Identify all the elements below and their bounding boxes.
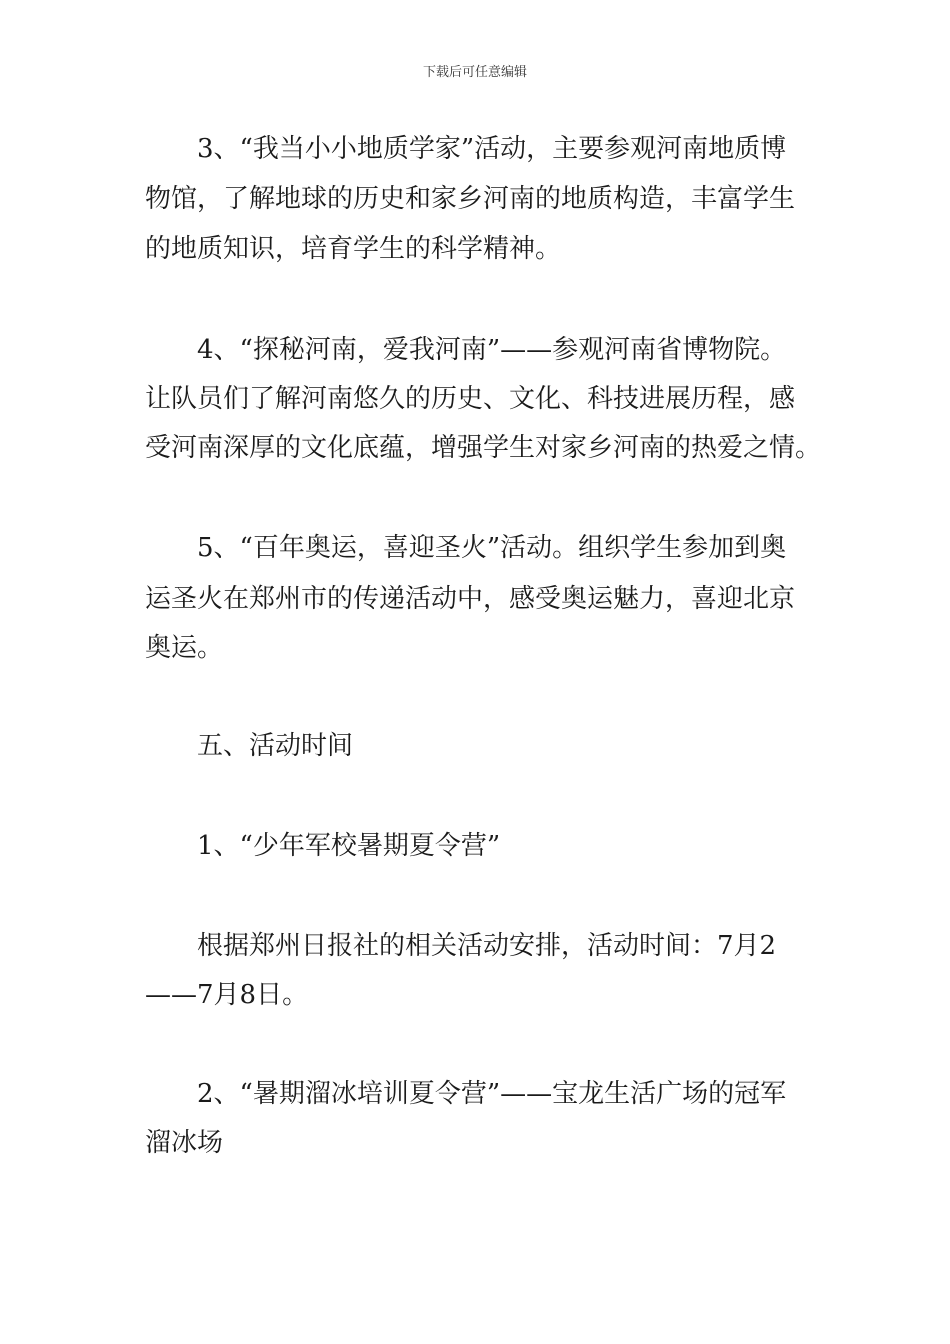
page-header: 下载后可任意编辑 xyxy=(422,65,527,80)
item-2-line-2: 溜冰场 xyxy=(145,1128,224,1158)
paragraph-2-line-2: 让队员们了解河南悠久的历史、文化、科技进展历程，感 xyxy=(145,384,796,414)
item-1-title: 1、“少年军校暑期夏令营” xyxy=(197,831,501,861)
paragraph-1-line-1: 3、“我当小小地质学家”活动，主要参观河南地质博 xyxy=(197,134,787,164)
schedule-line-2: ——7月8日。 xyxy=(145,980,309,1010)
paragraph-1-line-3: 的地质知识，培育学生的科学精神。 xyxy=(145,234,562,264)
paragraph-3-line-2: 运圣火在郑州市的传递活动中，感受奥运魅力，喜迎北京 xyxy=(145,584,796,614)
paragraph-3-line-1: 5、“百年奥运，喜迎圣火”活动。组织学生参加到奥 xyxy=(197,533,787,563)
paragraph-1-line-2: 物馆，了解地球的历史和家乡河南的地质构造，丰富学生 xyxy=(145,184,796,214)
item-2-line-1: 2、“暑期溜冰培训夏令营”——宝龙生活广场的冠军 xyxy=(197,1079,787,1109)
paragraph-2-line-3: 受河南深厚的文化底蕴，增强学生对家乡河南的热爱之情。 xyxy=(145,433,822,463)
schedule-line-1: 根据郑州日报社的相关活动安排，活动时间：7月2 xyxy=(197,931,777,961)
paragraph-3-line-3: 奥运。 xyxy=(145,633,224,663)
paragraph-2-line-1: 4、“探秘河南，爱我河南”——参观河南省博物院。 xyxy=(197,335,787,365)
section-heading-activity-time: 五、活动时间 xyxy=(197,731,354,761)
